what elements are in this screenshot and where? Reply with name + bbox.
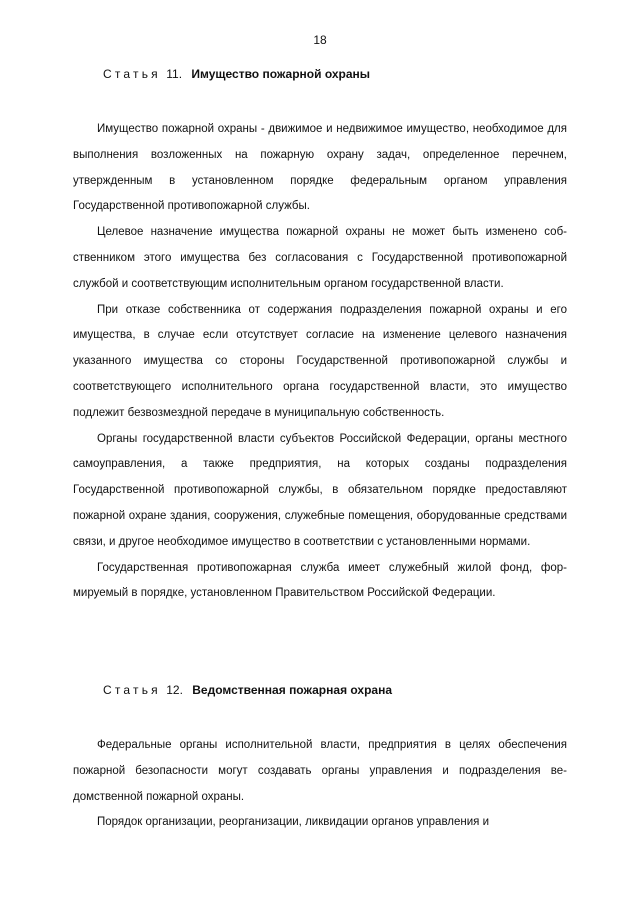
article-12-heading: [103, 682, 392, 698]
article-prefix: Статья: [103, 67, 161, 81]
paragraph: При отказе собственника от содержания подразделения пожарной охраны и его имущества, в случае если отсутствует согласие на изменение целевого назначения указанного имущества со стороны Государственной противопожарной службы и соответствующего исполнительного органа государственной власти, это имущество подлежит безвозмездной передаче в муниципальную собственность.: [73, 303, 567, 419]
paragraph: Органы государственной власти субъектов Российской Федерации, органы местного самоуправления, а также предприятия, на которых созданы подразделения Государственной противопожарной службы, в обязательном порядке предоставляют пожарной охране здания, сооружения, служебные помещения, оборудованные средствами связи, и другое необходимое имущество в соответствии с установленными нормами.: [73, 432, 567, 548]
article-11-heading: [103, 66, 370, 82]
paragraph: Имущество пожарной охраны - движимое и недвижимое имущество, необходимое для выполнения возложенных на пожарную охрану задач, определенное перечнем, утвержденным в установленном порядке федеральным органом управления Государственной противопожарной службы.: [73, 123, 567, 213]
article-title: Имущество пожарной охраны: [191, 67, 371, 81]
article-12-body: [73, 733, 567, 836]
article-prefix: Статья: [103, 683, 161, 697]
article-title: Ведомственная пожарная охрана: [192, 683, 393, 697]
article-11-body: [73, 117, 567, 607]
paragraph: Федеральные органы исполнительной власти, предприятия в целях обеспечения пожарной безопасности могут создавать органы управления и подразделения ведомственной пожарной охраны.: [73, 739, 567, 803]
article-number: 11.: [166, 67, 183, 81]
article-number: 12.: [166, 683, 183, 697]
paragraph: Порядок организации, реорганизации, ликвидации органов управления и: [97, 816, 490, 829]
paragraph: Государственная противопожарная служба имеет служебный жилой фонд, формируемый в порядке, установленном Правительством Российской Федерации.: [73, 561, 567, 600]
paragraph: Целевое назначение имущества пожарной охраны не может быть изменено собственником этого имущества без согласования с Государственной противопожарной службой и соответствующим исполнительным органом государственной власти.: [73, 226, 567, 290]
page-number: 18: [313, 33, 327, 47]
